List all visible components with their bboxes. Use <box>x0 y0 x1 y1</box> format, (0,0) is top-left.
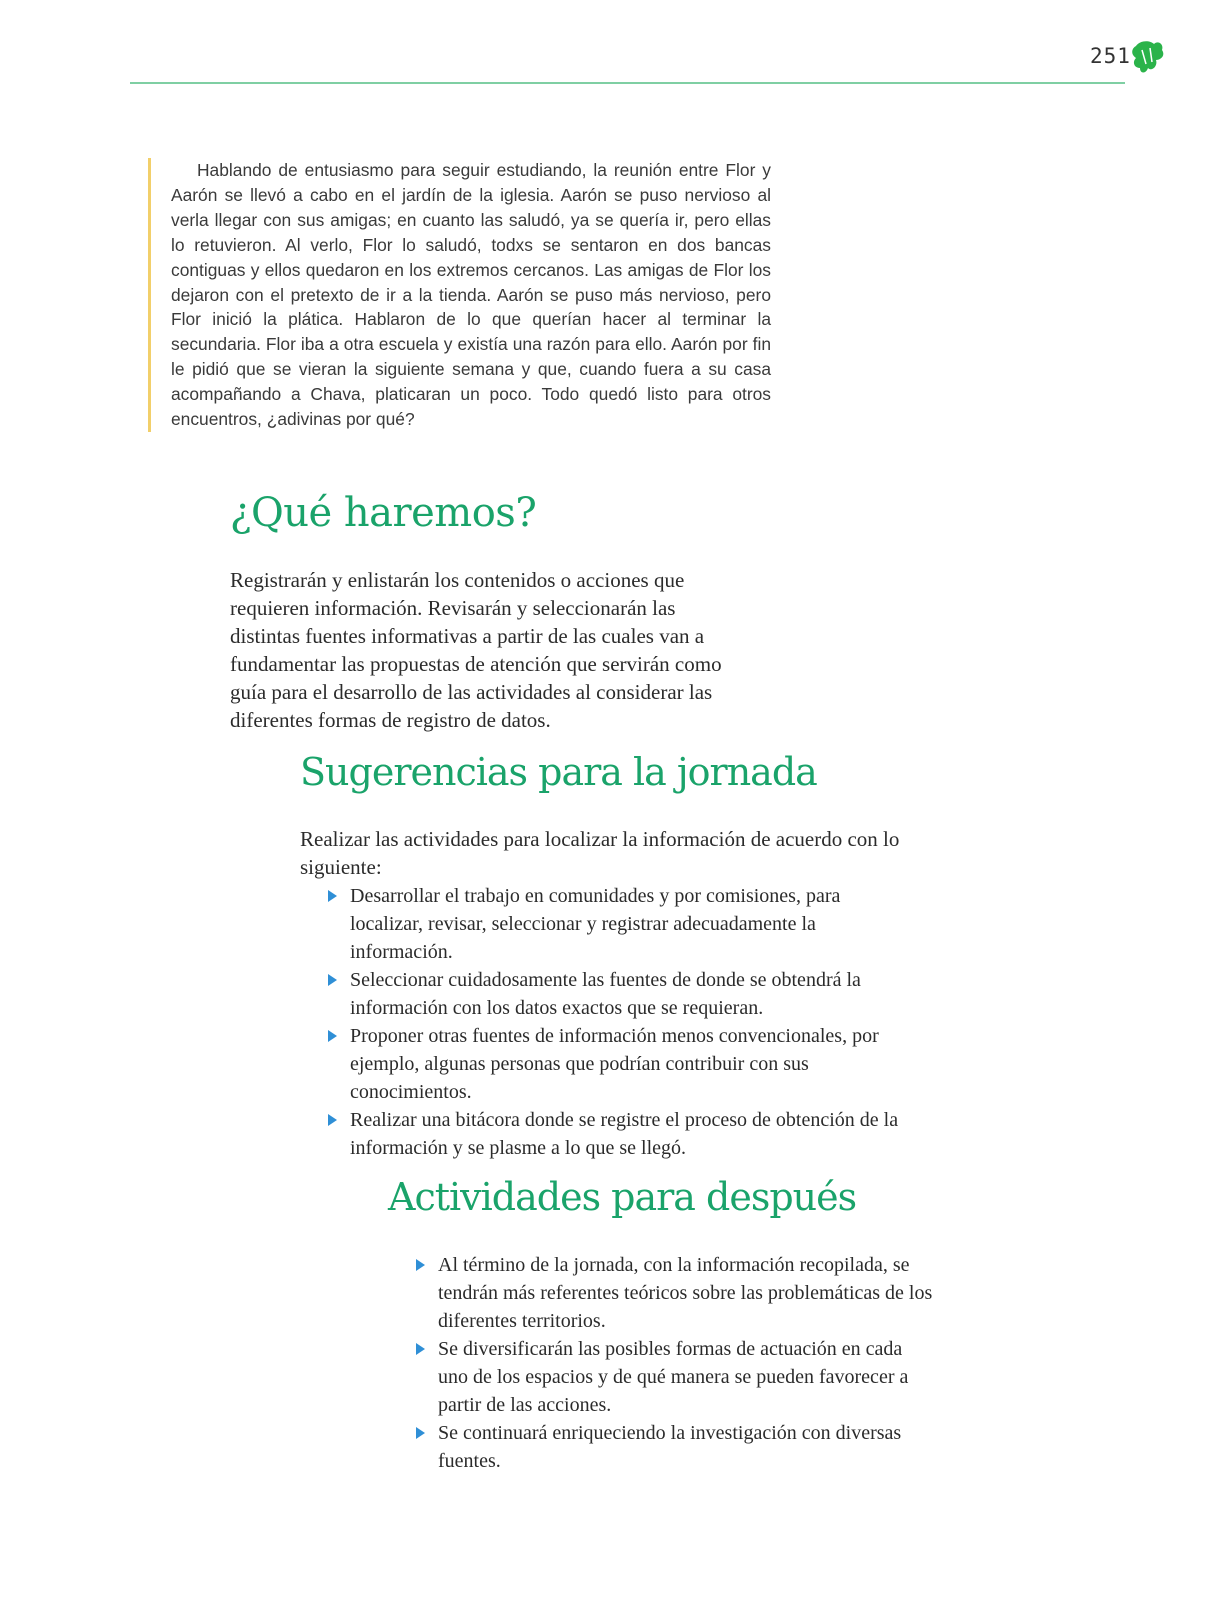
list-item-text: Desarrollar el trabajo en comunidades y por comisiones, para localizar, revisar, seleccionar y registrar adecuadamente la información. <box>350 885 841 963</box>
list-item <box>413 1251 933 1335</box>
actividades-list <box>413 1251 933 1475</box>
bullet-arrow-icon <box>328 974 337 986</box>
list-item-text: Se continuará enriqueciendo la investigación con diversas fuentes. <box>438 1422 902 1472</box>
section2-intro: Realizar las actividades para localizar la información de acuerdo con lo siguiente: <box>300 827 900 879</box>
sugerencias-list <box>325 882 905 1162</box>
list-item-text: Proponer otras fuentes de información menos convencionales, por ejemplo, algunas personas que podrían contribuir con sus conocimientos. <box>350 1025 879 1103</box>
section-title-sugerencias: Sugerencias para la jornada <box>300 750 817 794</box>
section1-paragraph: Registrarán y enlistarán los contenidos o acciones que requieren información. Revisarán y seleccionarán las distintas fuentes informativas a partir de las cuales van a fundamentar las propuestas de atención que servirán como guía para el desarrollo de las actividades al considerar las diferentes formas de registro de datos. <box>230 568 722 732</box>
list-item <box>325 1022 905 1106</box>
list-item <box>325 1106 905 1162</box>
bullet-arrow-icon <box>328 890 337 902</box>
story-paragraph: Hablando de entusiasmo para seguir estudiando, la reunión entre Flor y Aarón se llevó a cabo en el jardín de la iglesia. Aarón se puso nervioso al verla llegar con sus amigas; en cuanto las saludó, ya se quería ir, pero ellas lo retuvieron. Al verlo, Flor lo saludó, todxs se sentaron en dos bancas contiguas y ellos quedaron en los extremos cercanos. Las amigas de Flor los dejaron con el pretexto de ir a la tienda. Aarón se puso más nervioso, pero Flor inició la plática. Hablaron de lo que querían hacer al terminar la secundaria. Flor iba a otra escuela y existía una razón para ello. Aarón por fin le pidió que se vieran la siguiente semana y que, cuando fuera a su casa acompañando a Chava, platicaran un poco. Todo quedó listo para otros encuentros, ¿adivinas por qué? <box>148 158 771 432</box>
bullet-arrow-icon <box>416 1259 425 1271</box>
bullet-arrow-icon <box>416 1427 425 1439</box>
list-item-text: Al término de la jornada, con la información recopilada, se tendrán más referentes teóricos sobre las problemáticas de los diferentes territorios. <box>438 1254 933 1332</box>
list-item <box>413 1335 933 1419</box>
list-item-text: Seleccionar cuidadosamente las fuentes de donde se obtendrá la información con los datos exactos que se requieran. <box>350 969 861 1019</box>
green-leaf-logo-icon <box>1130 38 1166 76</box>
list-item <box>325 882 905 966</box>
header-rule <box>130 82 1125 84</box>
bullet-arrow-icon <box>328 1030 337 1042</box>
bullet-arrow-icon <box>416 1343 425 1355</box>
list-item <box>325 966 905 1022</box>
list-item-text: Realizar una bitácora donde se registre el proceso de obtención de la información y se plasme a lo que se llegó. <box>350 1109 899 1159</box>
section-title-actividades: Actividades para después <box>388 1175 857 1219</box>
list-item <box>413 1419 933 1475</box>
bullet-arrow-icon <box>328 1114 337 1126</box>
list-item-text: Se diversificarán las posibles formas de actuación en cada uno de los espacios y de qué manera se pueden favorecer a partir de las acciones. <box>438 1338 909 1416</box>
page-number: 251 <box>1090 44 1131 68</box>
section-title-que-haremos: ¿Qué haremos? <box>230 490 537 536</box>
